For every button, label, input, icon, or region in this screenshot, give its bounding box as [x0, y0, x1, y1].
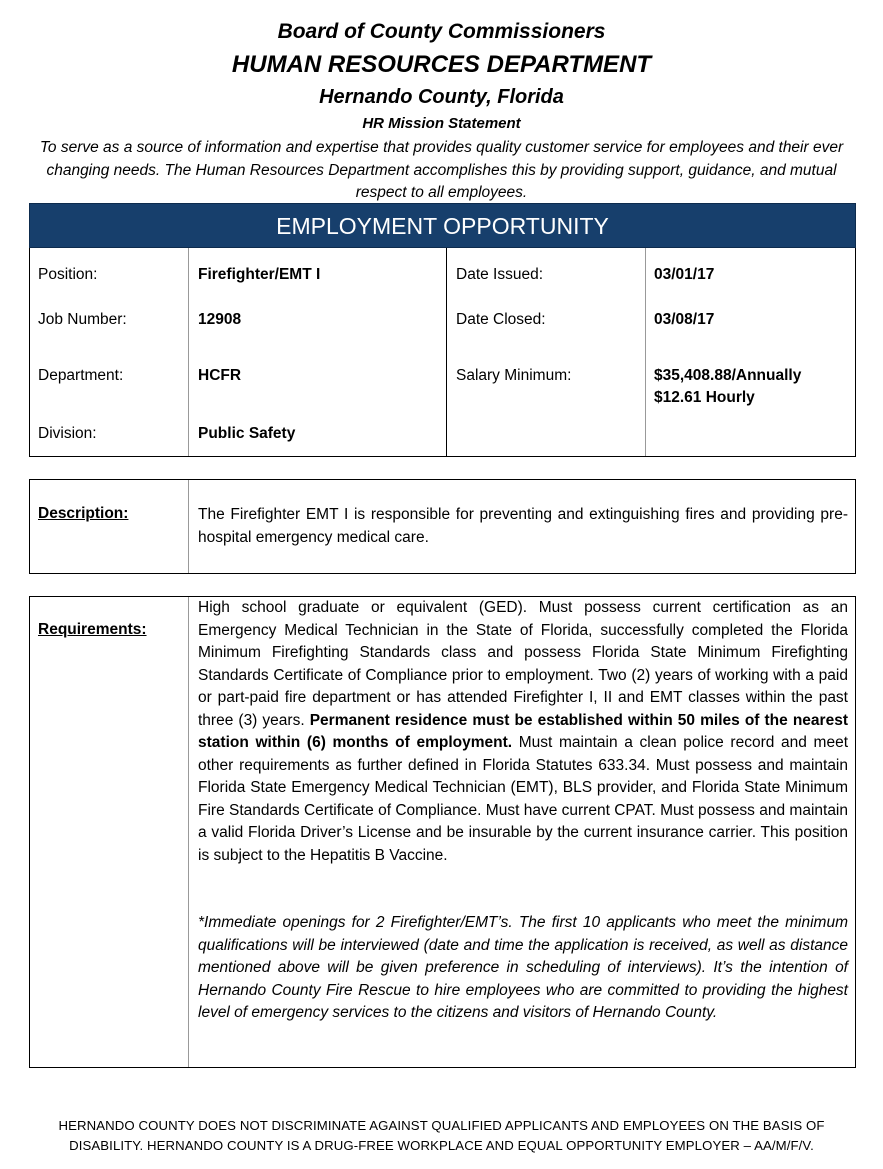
description-label: Description: [38, 505, 129, 522]
column-divider [446, 248, 447, 456]
county-title: Hernando County, Florida [319, 86, 564, 108]
requirements-text [198, 597, 848, 867]
date-closed-value: 03/08/17 [654, 311, 715, 328]
requirements-text-part2: Must maintain a clean police record and meet other requirements as further defined in Florida Statutes 633.34. Must possess and maintain Florida State Emergency Medical Technician (EMT), BLS provider, and Florida State Minimum Fire Standards Certificate of Compliance. Must have current CPAT. Must possess and maintain a valid Florida Driver’s License and be insurable by the current insurance carrier. This position is subject to the Hepatitis B Vaccine. [198, 734, 849, 864]
immediate-openings-note: *Immediate openings for 2 Firefighter/EMT’s. The first 10 applicants who meet the minimum qualifications will be interviewed (date and time the application is received, as well as distance mentioned above will be given preference in scheduling of interviews). It’s the intention of Hernando County Fire Rescue to hire employees who are committed to providing the highest level of emergency services to the citizens and visitors of Hernando County. [198, 914, 848, 1021]
column-divider [188, 248, 189, 456]
eeo-footer: HERNANDO COUNTY DOES NOT DISCRIMINATE AGAINST QUALIFIED APPLICANTS AND EMPLOYEES ON THE BASIS OF DISABILITY. HERNANDO COUNTY IS A DRUG-FREE WORKPLACE AND EQUAL OPPORTUNITY EMPLOYER – AA/M/F/V. [58, 1118, 825, 1153]
mission-title: HR Mission Statement [362, 115, 521, 132]
salary-hourly-value: $12.61 Hourly [654, 389, 755, 406]
department-label: Department: [38, 367, 124, 384]
job-number-value: 12908 [198, 311, 242, 328]
salary-annual-value: $35,408.88/Annually [654, 367, 802, 384]
division-value: Public Safety [198, 425, 296, 442]
division-label: Division: [38, 425, 97, 442]
department-value: HCFR [198, 367, 242, 384]
job-info-table [29, 248, 856, 457]
date-issued-value: 03/01/17 [654, 266, 715, 283]
requirements-label: Requirements: [38, 621, 147, 638]
mission-statement: To serve as a source of information and expertise that provides quality customer service for employees and their ever changing needs. The Human Resources Department accomplishes this by providing support, guidance, and mutual respect to all employees. [39, 139, 844, 201]
column-divider [188, 597, 189, 1067]
column-divider [188, 480, 189, 573]
description-text: The Firefighter EMT I is responsible for preventing and extinguishing fires and providing pre-hospital emergency medical care. [198, 506, 848, 546]
salary-label: Salary Minimum: [456, 367, 572, 384]
employment-banner: EMPLOYMENT OPPORTUNITY [29, 203, 856, 248]
date-closed-label: Date Closed: [456, 311, 546, 328]
column-divider [645, 248, 646, 456]
requirements-residence-clause: Permanent residence must be established within 50 miles of the nearest station within (6) months of employment. [198, 711, 848, 751]
department-title: HUMAN RESOURCES DEPARTMENT [231, 51, 652, 78]
requirements-box [29, 596, 856, 1068]
board-title: Board of County Commissioners [277, 20, 606, 43]
position-value: Firefighter/EMT I [198, 266, 321, 283]
job-number-label: Job Number: [38, 311, 127, 328]
requirements-text-part1: High school graduate or equivalent (GED). Must possess current certification as an Emergency Medical Technician in the State of Florida, successfully completed the Florida Minimum Firefighting Standards class and possess Florida State Minimum Firefighting Standards Certificate of Compliance prior to employment. Two (2) years of working with a paid or part-paid fire department or has attended Firefighter I, II and EMT classes within the past three (3) years. [198, 599, 848, 729]
date-issued-label: Date Issued: [456, 266, 544, 283]
description-box [29, 479, 856, 574]
position-label: Position: [38, 266, 98, 283]
